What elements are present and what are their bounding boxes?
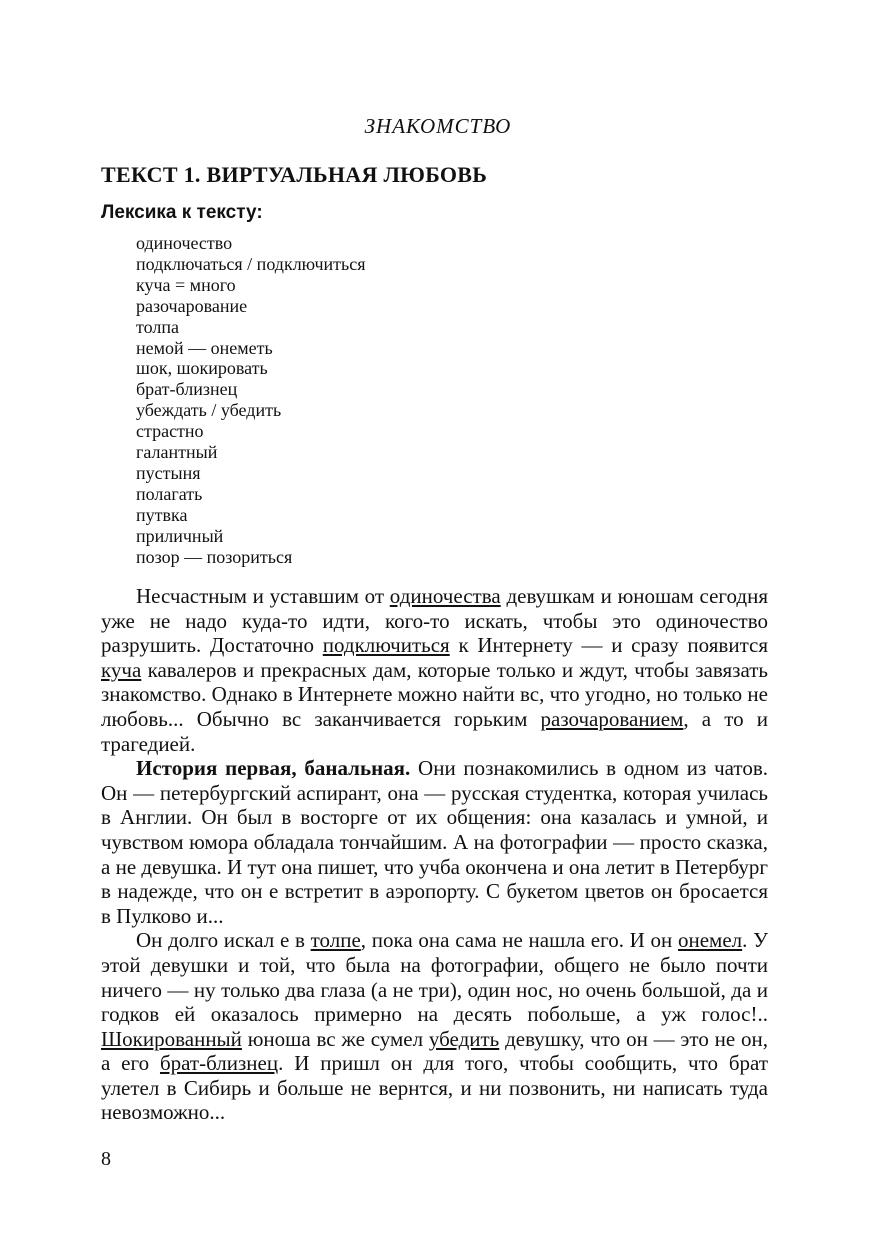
vocabulary-item: подключаться / подключиться [136, 253, 366, 274]
vocabulary-item: немой — онеметь [136, 337, 273, 358]
vocabulary-item: полагать [136, 483, 203, 504]
text-segment: , а то и трагедией. [101, 706, 768, 756]
vocabulary-item: шок, шокировать [136, 358, 268, 379]
text-segment: кавалеров и прекрасных дам, которые только и ждут, чтобы завязать знакомство. Однако в Интернете можно найти вс, что угодно, но только не любовь... Обычно вс заканчивается горьким [101, 657, 768, 731]
text-title: ТЕКСТ 1. ВИРТУАЛЬНАЯ ЛЮБОВЬ [101, 162, 488, 187]
text-segment: Несчастным и уставшим от [136, 584, 390, 608]
vocabulary-term: Шокированный [101, 1026, 242, 1051]
vocabulary-term: разочарованием [540, 706, 684, 731]
text-segment: Он долго искал е в [136, 928, 311, 953]
vocabulary-term: одиночества [389, 584, 501, 608]
vocabulary-term: онемел [678, 928, 743, 953]
vocabulary-item: позор — позориться [136, 546, 293, 567]
text-segment: к Интернету — и сразу появится [449, 633, 768, 658]
vocabulary-item: куча = много [136, 274, 236, 295]
page-number: 8 [101, 1148, 111, 1170]
text-segment: девушку, что он — это не он, а его [101, 1026, 768, 1076]
paragraph [101, 928, 768, 1125]
text-segment: юноша вс же сумел [241, 1026, 429, 1051]
vocabulary-item: приличный [136, 525, 224, 546]
text-segment: девушкам и юношам сегодня уже не надо куда-то идти, кого-то искать, чтобы это одиночество разрушить. Достаточно [101, 584, 768, 658]
story-heading: История первая, банальная. [136, 756, 411, 781]
text-segment: . И пришл он для того, чтобы сообщить, что брат улетел в Сибирь и больше не вернтся, и ни позвонить, ни написать туда невозможно... [101, 1051, 768, 1125]
vocabulary-term: толпе [310, 928, 361, 953]
vocabulary-item: страстно [136, 421, 204, 442]
vocabulary-term: убедить [428, 1026, 500, 1051]
section-title: ЗНАКОМСТВО [364, 114, 512, 138]
vocabulary-term: куча [101, 657, 142, 682]
vocabulary-term: брат-близнец [159, 1051, 279, 1076]
vocabulary-item: галантный [136, 442, 218, 463]
vocabulary-term: подключиться [322, 633, 450, 658]
vocabulary-item: одиночество [136, 233, 233, 253]
vocabulary-item: убеждать / убедить [136, 400, 282, 421]
vocabulary-item: разочарование [136, 295, 248, 316]
vocabulary-list [136, 233, 365, 568]
vocabulary-item: пустыня [136, 462, 201, 483]
text-segment: , пока она сама не нашла его. И он [360, 928, 678, 953]
paragraph [101, 584, 768, 756]
vocabulary-heading: Лексика к тексту: [101, 202, 263, 223]
body-text [101, 584, 768, 1125]
text-segment: Они познакомились в одном из чатов. Он — петербургский аспирант, она — русская студентка, которая училась в Англии. Он был в восторге от их общения: она казалась и умной, и чувством юмора обладала тончайшим. А на фотографии — просто сказка, а не девушка. И тут она пишет, что учба окончена и она летит в Петербург в надежде, что он е встретит в аэропорту. С букетом цветов он бросается в Пулково и... [101, 756, 768, 928]
vocabulary-item: путвка [136, 504, 188, 525]
text-segment: . У этой девушки и той, что была на фотографии, общего не было почти ничего — ну только два глаза (а не три), один нос, но очень большой, да и годков ей оказалось примерно на десять побольше, а уж голос!.. [101, 928, 768, 1027]
vocabulary-item: толпа [136, 316, 179, 337]
paragraph [101, 756, 768, 928]
vocabulary-item: брат-близнец [136, 379, 238, 400]
